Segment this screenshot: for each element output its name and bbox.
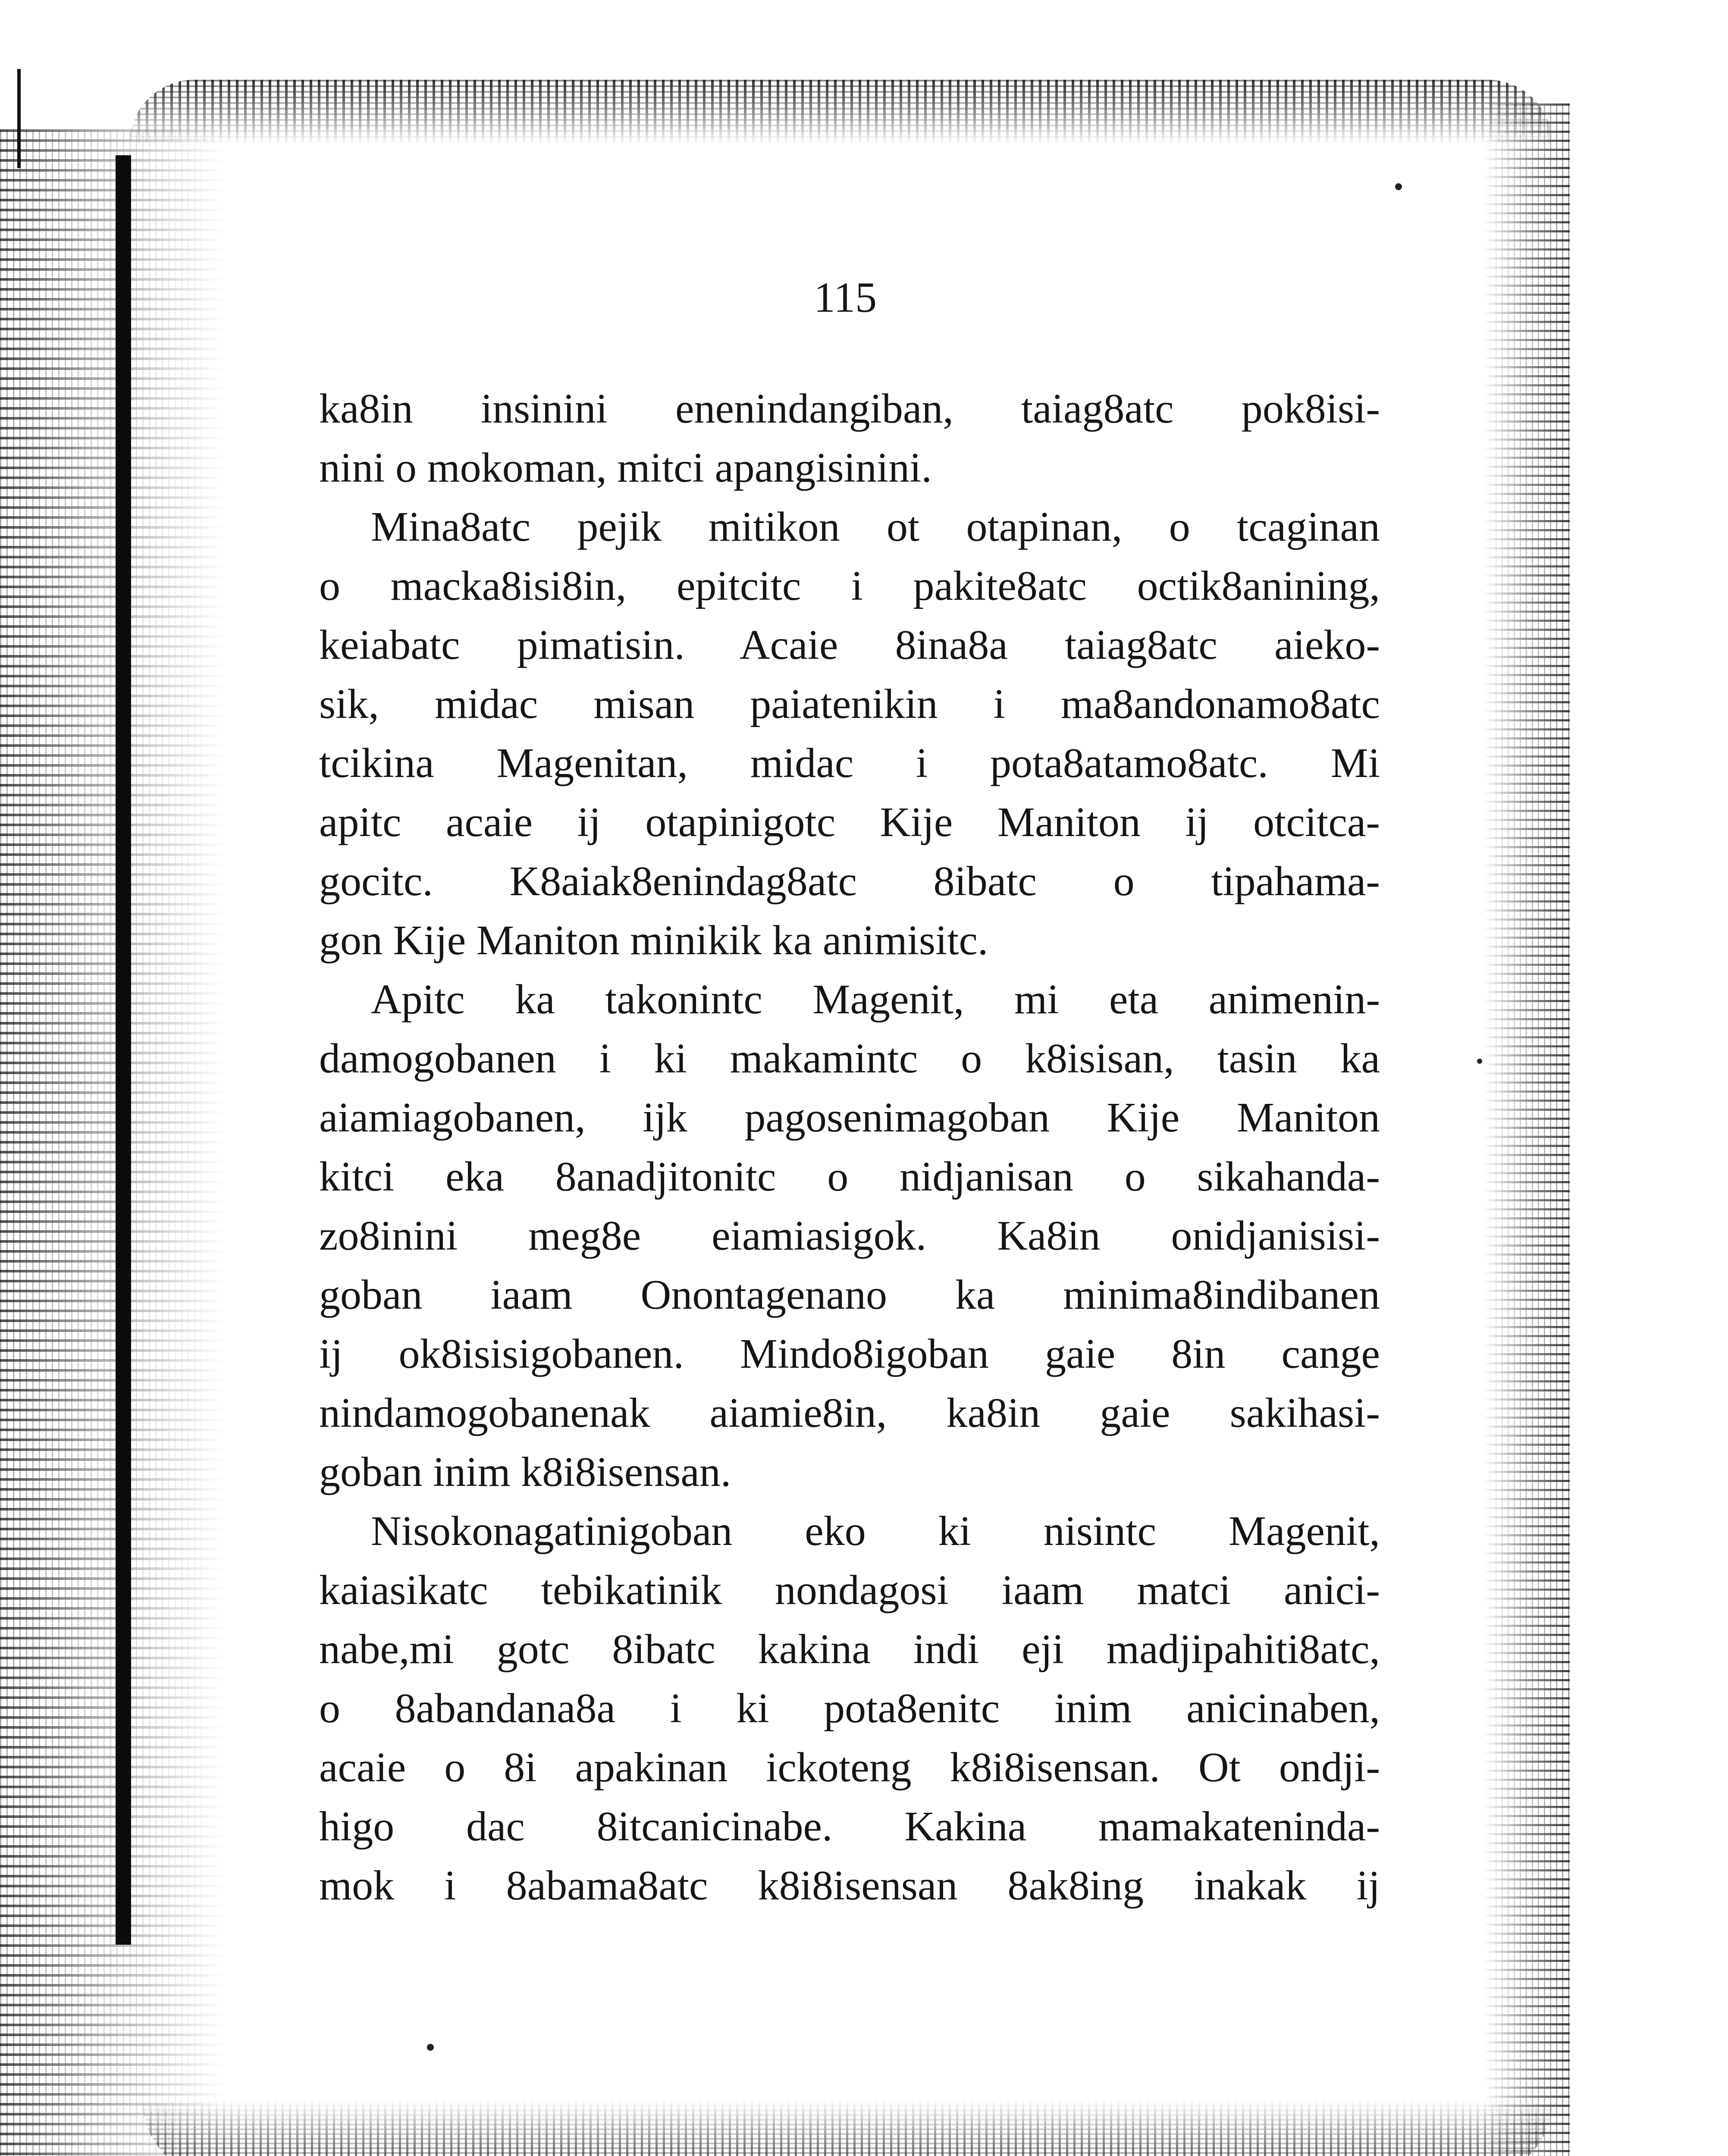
text-line: higo dac 8itcanicinabe. Kakina mamakateninda- [319, 1803, 1380, 1850]
speck [1395, 183, 1402, 190]
text-line: o macka8isi8in, epitcitc i pakite8atc octik8anining, [319, 563, 1380, 609]
text-line: keiabatc pimatisin. Acaie 8ina8a taiag8atc aieko- [319, 622, 1380, 668]
text-line: ka8in insinini enenindangiban, taiag8atc pok8isi- [319, 385, 1380, 432]
text-line: Apitc ka takonintc Magenit, mi eta animenin- [371, 976, 1380, 1023]
page-edge-left-noise [0, 129, 224, 2156]
page-number: 115 [813, 273, 877, 321]
text-line: zo8inini meg8e eiamiasigok. Ka8in onidjanisisi- [319, 1213, 1380, 1259]
speck [427, 2044, 434, 2051]
text-line: nini o mokoman, mitci apangisinini. [319, 445, 932, 491]
text-line: goban inim k8i8isensan. [319, 1449, 731, 1495]
text-line: aiamiagobanen, ijk pagosenimagoban Kije Maniton [319, 1094, 1380, 1141]
text-line: sik, midac misan paiatenikin i ma8andonamo8atc [319, 681, 1380, 727]
text-line: Mina8atc pejik mitikon ot otapinan, o tcaginan [371, 504, 1380, 550]
page-edge-right-noise [1483, 103, 1570, 2156]
text-line: kaiasikatc tebikatinik nondagosi iaam matci anici- [319, 1567, 1380, 1614]
text-line: acaie o 8i apakinan ickoteng k8i8isensan. Ot ondji- [319, 1744, 1380, 1791]
text-line: gon Kije Maniton minikik ka animisitc. [319, 917, 988, 964]
binding-shadow [116, 155, 131, 1945]
text-line: nindamogobanenak aiamie8in, ka8in gaie sakihasi- [319, 1390, 1380, 1436]
text-line: goban iaam Onontagenano ka minima8indibanen [319, 1272, 1380, 1318]
text-line: o 8abandana8a i ki pota8enitc inim anicinaben, [319, 1685, 1380, 1732]
text-line: mok i 8abama8atc k8i8isensan 8ak8ing inakak ij [319, 1862, 1380, 1909]
page-edge-bottom-noise [142, 2100, 1552, 2156]
text-line: damogobanen i ki makamintc o k8isisan, tasin ka [319, 1035, 1380, 1082]
margin-mark [17, 69, 21, 168]
text-line: Nisokonagatinigoban eko ki nisintc Magenit, [371, 1508, 1380, 1554]
text-line: gocitc. K8aiak8enindag8atc 8ibatc o tipahama- [319, 858, 1380, 905]
text-line: kitci eka 8anadjitonitc o nidjanisan o sikahanda- [319, 1153, 1380, 1200]
text-line: apitc acaie ij otapinigotc Kije Maniton ij otcitca- [319, 799, 1380, 846]
body-text [319, 379, 1380, 1915]
page-edge-top-noise [129, 80, 1552, 144]
speck [1477, 1059, 1482, 1064]
text-line: tcikina Magenitan, midac i pota8atamo8atc. Mi [319, 740, 1380, 787]
text-line: ij ok8isisigobanen. Mindo8igoban gaie 8in cange [319, 1331, 1380, 1377]
text-line: nabe,mi gotc 8ibatc kakina indi eji madjipahiti8atc, [319, 1626, 1380, 1673]
